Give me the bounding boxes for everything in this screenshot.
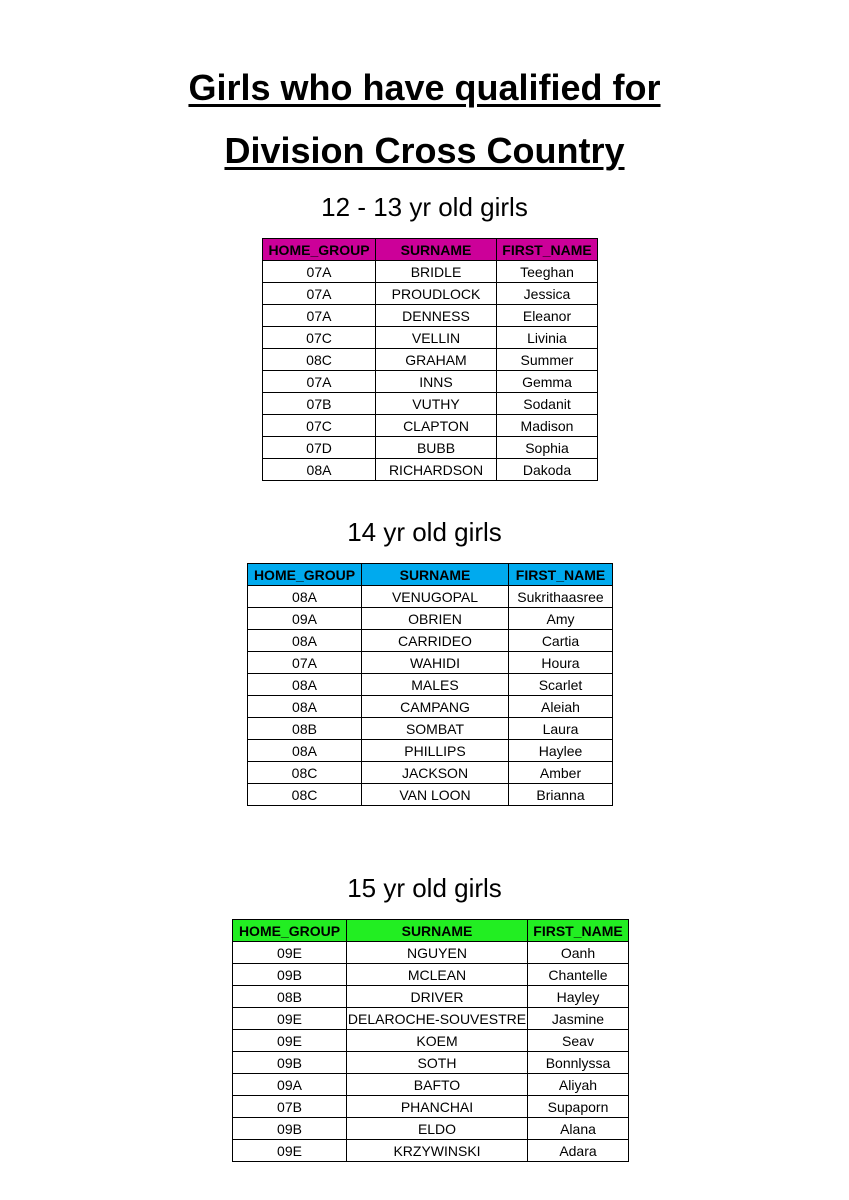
- table-cell: 07A: [263, 283, 376, 305]
- table-row: [263, 283, 598, 305]
- page-title-line-2: Division Cross Country: [224, 130, 625, 171]
- column-header: SURNAME: [362, 564, 509, 586]
- table-cell: 08A: [248, 630, 362, 652]
- table-cell: Eleanor: [497, 305, 598, 327]
- table-row: [248, 586, 613, 608]
- table-cell: 09B: [233, 964, 347, 986]
- table-cell: 07C: [263, 415, 376, 437]
- column-header: HOME_GROUP: [233, 920, 347, 942]
- table-cell: OBRIEN: [362, 608, 509, 630]
- table-row: [263, 327, 598, 349]
- table-cell: Supaporn: [528, 1096, 629, 1118]
- table-cell: 09E: [233, 1008, 347, 1030]
- table-cell: Sodanit: [497, 393, 598, 415]
- table-cell: 08B: [248, 718, 362, 740]
- table-cell: 08A: [248, 696, 362, 718]
- section-heading-15: 15 yr old girls: [347, 873, 502, 903]
- table-row: [263, 371, 598, 393]
- table-cell: MCLEAN: [347, 964, 528, 986]
- table-cell: Sukrithaasree: [509, 586, 613, 608]
- table-cell: 07B: [233, 1096, 347, 1118]
- table-cell: Jessica: [497, 283, 598, 305]
- results-table-12-13: [262, 238, 598, 481]
- table-cell: Houra: [509, 652, 613, 674]
- table-cell: 07A: [263, 371, 376, 393]
- table-cell: BUBB: [376, 437, 497, 459]
- table-cell: Amber: [509, 762, 613, 784]
- table-row: [248, 674, 613, 696]
- table-cell: KRZYWINSKI: [347, 1140, 528, 1162]
- table-cell: Haylee: [509, 740, 613, 762]
- table-cell: Alana: [528, 1118, 629, 1140]
- table-cell: CARRIDEO: [362, 630, 509, 652]
- table-cell: 08A: [248, 674, 362, 696]
- table-cell: Aliyah: [528, 1074, 629, 1096]
- table-cell: 09B: [233, 1052, 347, 1074]
- table-cell: DRIVER: [347, 986, 528, 1008]
- table-cell: 07A: [248, 652, 362, 674]
- table-cell: 07D: [263, 437, 376, 459]
- table-row: [248, 630, 613, 652]
- table-cell: Dakoda: [497, 459, 598, 481]
- table-row: [263, 349, 598, 371]
- table-row: [248, 608, 613, 630]
- table-row: [248, 718, 613, 740]
- table-header-row: [263, 239, 598, 261]
- table-cell: Brianna: [509, 784, 613, 806]
- section-heading-14: 14 yr old girls: [347, 517, 502, 547]
- table-row: [233, 964, 629, 986]
- table-cell: INNS: [376, 371, 497, 393]
- table-cell: Bonnlyssa: [528, 1052, 629, 1074]
- table-cell: 09E: [233, 1140, 347, 1162]
- table-row: [233, 1074, 629, 1096]
- table-cell: SOTH: [347, 1052, 528, 1074]
- table-cell: CAMPANG: [362, 696, 509, 718]
- table-cell: Hayley: [528, 986, 629, 1008]
- table-cell: MALES: [362, 674, 509, 696]
- table-row: [263, 393, 598, 415]
- column-header: HOME_GROUP: [263, 239, 376, 261]
- table-cell: JACKSON: [362, 762, 509, 784]
- table-cell: VUTHY: [376, 393, 497, 415]
- table-row: [233, 1140, 629, 1162]
- table-cell: KOEM: [347, 1030, 528, 1052]
- table-row: [263, 305, 598, 327]
- table-cell: Teeghan: [497, 261, 598, 283]
- table-row: [248, 696, 613, 718]
- table-cell: BAFTO: [347, 1074, 528, 1096]
- table-cell: DELAROCHE-SOUVESTRE: [347, 1008, 528, 1030]
- table-cell: VENUGOPAL: [362, 586, 509, 608]
- table-cell: PHILLIPS: [362, 740, 509, 762]
- table-cell: 07A: [263, 261, 376, 283]
- table-cell: VELLIN: [376, 327, 497, 349]
- table-row: [233, 1008, 629, 1030]
- column-header: SURNAME: [347, 920, 528, 942]
- table-cell: 08C: [248, 762, 362, 784]
- results-table-14: [247, 563, 613, 806]
- table-cell: 09B: [233, 1118, 347, 1140]
- table-cell: 07C: [263, 327, 376, 349]
- table-cell: 08B: [233, 986, 347, 1008]
- table-cell: Sophia: [497, 437, 598, 459]
- table-row: [233, 986, 629, 1008]
- table-cell: 08A: [263, 459, 376, 481]
- table-row: [233, 1052, 629, 1074]
- table-cell: 07A: [263, 305, 376, 327]
- table-row: [233, 1096, 629, 1118]
- table-cell: 09A: [248, 608, 362, 630]
- column-header: SURNAME: [376, 239, 497, 261]
- table-cell: Seav: [528, 1030, 629, 1052]
- section-heading-12-13: 12 - 13 yr old girls: [321, 192, 528, 222]
- table-cell: GRAHAM: [376, 349, 497, 371]
- table-cell: SOMBAT: [362, 718, 509, 740]
- table-header-row: [248, 564, 613, 586]
- table-row: [248, 740, 613, 762]
- table-cell: 09E: [233, 942, 347, 964]
- table-cell: Gemma: [497, 371, 598, 393]
- table-row: [233, 1030, 629, 1052]
- table-cell: Livinia: [497, 327, 598, 349]
- table-header-row: [233, 920, 629, 942]
- table-cell: BRIDLE: [376, 261, 497, 283]
- table-row: [233, 942, 629, 964]
- table-cell: Aleiah: [509, 696, 613, 718]
- table-row: [263, 261, 598, 283]
- table-cell: 08C: [248, 784, 362, 806]
- table-cell: DENNESS: [376, 305, 497, 327]
- table-cell: ELDO: [347, 1118, 528, 1140]
- table-cell: NGUYEN: [347, 942, 528, 964]
- table-row: [263, 437, 598, 459]
- table-cell: Madison: [497, 415, 598, 437]
- table-cell: Adara: [528, 1140, 629, 1162]
- table-row: [263, 415, 598, 437]
- column-header: HOME_GROUP: [248, 564, 362, 586]
- table-cell: CLAPTON: [376, 415, 497, 437]
- table-row: [263, 459, 598, 481]
- table-cell: WAHIDI: [362, 652, 509, 674]
- table-row: [233, 1118, 629, 1140]
- table-cell: 09A: [233, 1074, 347, 1096]
- table-cell: Scarlet: [509, 674, 613, 696]
- page-title-line-1: Girls who have qualified for: [188, 67, 661, 108]
- table-cell: Chantelle: [528, 964, 629, 986]
- column-header: FIRST_NAME: [509, 564, 613, 586]
- results-table-15: [232, 919, 629, 1162]
- table-cell: Oanh: [528, 942, 629, 964]
- table-cell: PHANCHAI: [347, 1096, 528, 1118]
- table-cell: RICHARDSON: [376, 459, 497, 481]
- table-row: [248, 652, 613, 674]
- table-cell: PROUDLOCK: [376, 283, 497, 305]
- table-cell: 08C: [263, 349, 376, 371]
- table-cell: 08A: [248, 586, 362, 608]
- table-cell: 08A: [248, 740, 362, 762]
- table-cell: Jasmine: [528, 1008, 629, 1030]
- table-cell: Cartia: [509, 630, 613, 652]
- column-header: FIRST_NAME: [497, 239, 598, 261]
- table-cell: Amy: [509, 608, 613, 630]
- table-cell: 09E: [233, 1030, 347, 1052]
- table-row: [248, 762, 613, 784]
- table-cell: Laura: [509, 718, 613, 740]
- table-cell: 07B: [263, 393, 376, 415]
- table-cell: VAN LOON: [362, 784, 509, 806]
- table-row: [248, 784, 613, 806]
- column-header: FIRST_NAME: [528, 920, 629, 942]
- table-cell: Summer: [497, 349, 598, 371]
